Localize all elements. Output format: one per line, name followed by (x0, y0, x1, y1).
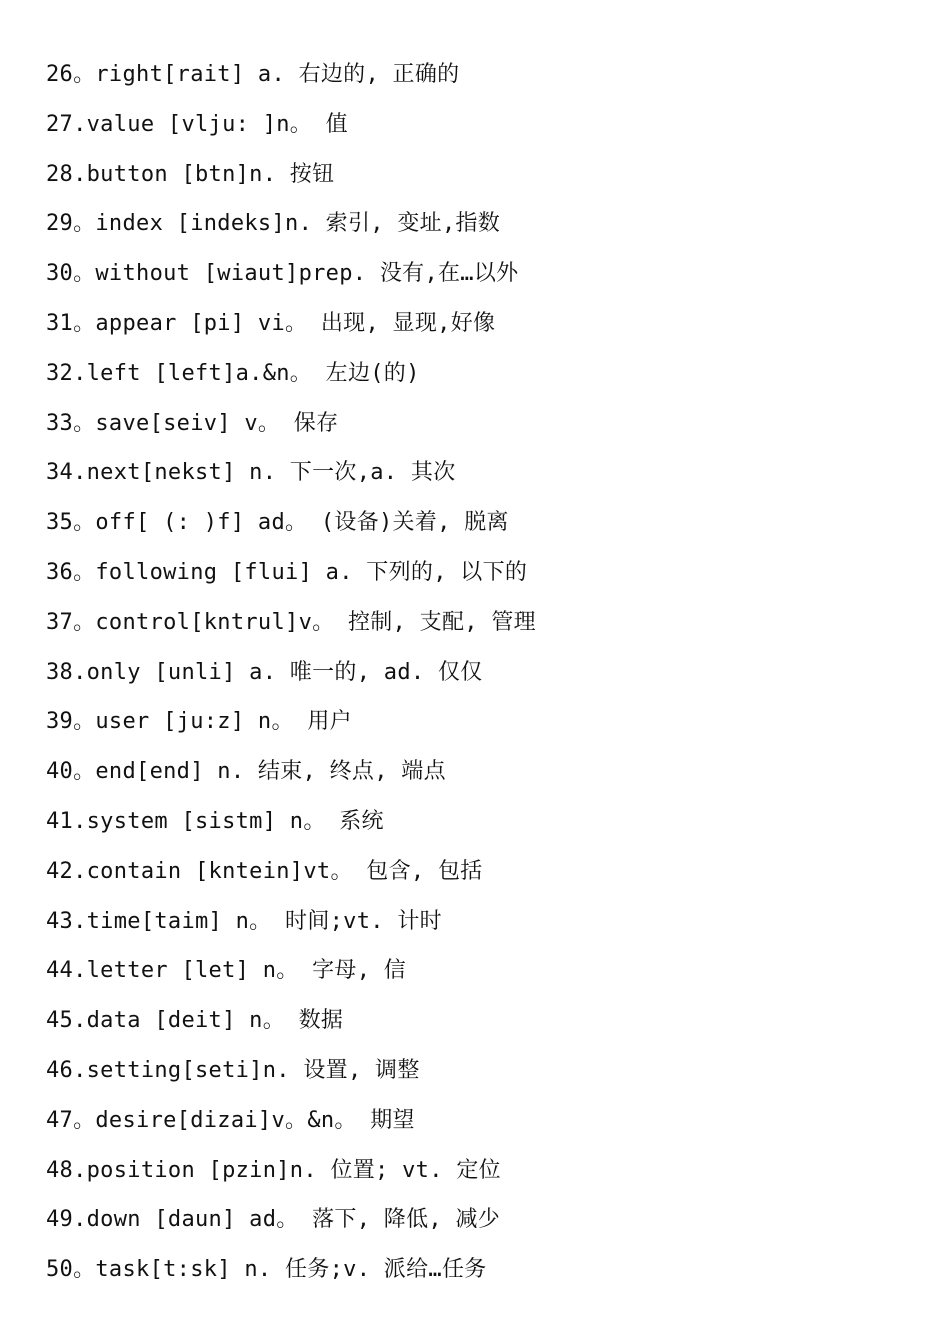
vocabulary-entry: 33。save[seiv] v。 保存 (46, 410, 339, 436)
vocabulary-entry: 40。end[end] n. 结束, 终点, 端点 (46, 759, 446, 785)
vocabulary-entry: 48.position [pzin]n. 位置; vt. 定位 (46, 1157, 501, 1183)
vocabulary-entry: 29。index [indeks]n. 索引, 变址,指数 (46, 211, 501, 237)
vocabulary-entry: 44.letter [let] n。 字母, 信 (46, 958, 407, 984)
vocabulary-entry: 37。control[kntrul]v。 控制, 支配, 管理 (46, 609, 536, 635)
vocabulary-entry: 35。off[ (: )f] ad。 (设备)关着, 脱离 (46, 510, 509, 536)
vocabulary-entry: 34.next[nekst] n. 下一次,a. 其次 (46, 460, 456, 486)
vocabulary-entry: 45.data [deit] n。 数据 (46, 1008, 344, 1034)
vocabulary-list (46, 52, 536, 1297)
vocabulary-entry: 30。without [wiaut]prep. 没有,在…以外 (46, 261, 519, 287)
vocabulary-entry: 47。desire[dizai]v。&n。 期望 (46, 1107, 415, 1133)
vocabulary-entry: 27.value [vlju: ]n。 值 (46, 111, 348, 137)
vocabulary-entry: 32.left [left]a.&n。 左边(的) (46, 360, 420, 386)
vocabulary-entry: 41.system [sistm] n。 系统 (46, 808, 384, 834)
vocabulary-entry: 39。user [ju:z] n。 用户 (46, 709, 352, 735)
vocabulary-entry: 42.contain [kntein]vt。 包含, 包括 (46, 858, 483, 884)
vocabulary-entry: 49.down [daun] ad。 落下, 降低, 减少 (46, 1207, 501, 1233)
vocabulary-entry: 36。following [flui] a. 下列的, 以下的 (46, 559, 528, 585)
vocabulary-entry: 50。task[t:sk] n. 任务;v. 派给…任务 (46, 1257, 487, 1283)
vocabulary-entry: 31。appear [pi] vi。 出现, 显现,好像 (46, 310, 496, 336)
vocabulary-entry: 43.time[taim] n。 时间;vt. 计时 (46, 908, 442, 934)
vocabulary-entry: 46.setting[seti]n. 设置, 调整 (46, 1057, 420, 1083)
vocabulary-entry: 28.button [btn]n. 按钮 (46, 161, 335, 187)
vocabulary-entry: 26。right[rait] a. 右边的, 正确的 (46, 62, 460, 87)
vocabulary-entry: 38.only [unli] a. 唯一的, ad. 仅仅 (46, 659, 483, 685)
